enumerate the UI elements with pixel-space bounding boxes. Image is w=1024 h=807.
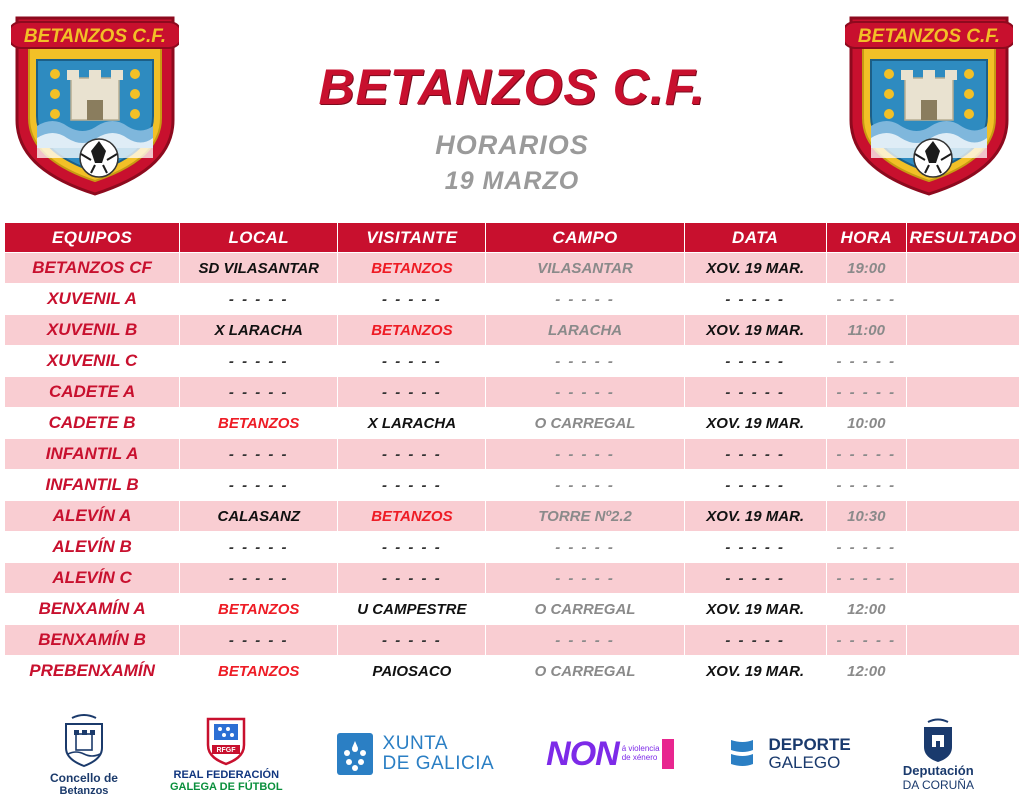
cell-equipo: INFANTIL B — [5, 470, 180, 501]
table-body — [5, 253, 1020, 687]
cell-local: BETANZOS — [180, 656, 338, 687]
deporte-galego-logo — [725, 734, 850, 774]
cell-visitante: PAIOSACO — [338, 656, 486, 687]
schedule-table — [4, 222, 1020, 687]
subtitle-horarios: HORARIOS — [435, 130, 589, 160]
deporte-line2: GALEGO — [768, 753, 841, 772]
cell-equipo: ALEVÍN A — [5, 501, 180, 532]
cell-visitante: X LARACHA — [338, 408, 486, 439]
svg-text:BETANZOS C.F.: BETANZOS C.F. — [23, 26, 167, 47]
page-header — [0, 0, 1024, 222]
cell-data: - - - - - — [684, 563, 826, 594]
cell-visitante: - - - - - — [338, 470, 486, 501]
cell-campo: - - - - - — [486, 563, 684, 594]
cell-local: CALASANZ — [180, 501, 338, 532]
cell-hora: 12:00 — [826, 656, 906, 687]
concello-betanzos-logo — [50, 712, 118, 797]
cell-local: BETANZOS — [180, 594, 338, 625]
cell-equipo: PREBENXAMÍN — [5, 656, 180, 687]
cell-visitante: - - - - - — [338, 377, 486, 408]
betanzos-crest-left-icon — [11, 8, 179, 198]
xunta-shield-icon — [335, 731, 375, 777]
cell-hora: 10:30 — [826, 501, 906, 532]
cell-equipo: ALEVÍN C — [5, 563, 180, 594]
cell-resultado — [906, 594, 1019, 625]
table-row — [5, 377, 1020, 408]
cell-campo: O CARREGAL — [486, 408, 684, 439]
non-line1: NON — [546, 734, 619, 773]
table-row — [5, 656, 1020, 687]
xunta-de-galicia-logo — [335, 731, 495, 777]
cell-hora: 10:00 — [826, 408, 906, 439]
rfgf-line1: REAL FEDERACIÓN — [173, 769, 280, 781]
cell-local: - - - - - — [180, 470, 338, 501]
cell-local: SD VILASANTAR — [180, 253, 338, 284]
cell-resultado — [906, 656, 1019, 687]
table-row — [5, 563, 1020, 594]
cell-local: - - - - - — [180, 284, 338, 315]
cell-campo: - - - - - — [486, 532, 684, 563]
cell-resultado — [906, 377, 1019, 408]
cell-data: XOV. 19 MAR. — [684, 594, 826, 625]
rfgf-line2: GALEGA DE FÚTBOL — [169, 781, 283, 793]
title-block — [190, 0, 834, 196]
non-color-block — [662, 739, 674, 769]
deputacion-shield-icon — [918, 717, 958, 763]
cell-visitante: - - - - - — [338, 532, 486, 563]
cell-campo: - - - - - — [486, 377, 684, 408]
cell-resultado — [906, 408, 1019, 439]
xunta-line2: DE GALICIA — [382, 753, 495, 774]
cell-resultado — [906, 284, 1019, 315]
cell-data: - - - - - — [684, 284, 826, 315]
concello-line1: Concello de — [49, 770, 118, 785]
cell-campo: - - - - - — [486, 284, 684, 315]
rfgf-shield-icon — [204, 715, 248, 767]
cell-data: - - - - - — [684, 625, 826, 656]
deputacion-da-coruna-logo — [903, 717, 974, 792]
cell-resultado — [906, 563, 1019, 594]
cell-visitante: - - - - - — [338, 625, 486, 656]
schedule-table-area — [0, 222, 1024, 687]
cell-resultado — [906, 532, 1019, 563]
cell-equipo: BENXAMÍN B — [5, 625, 180, 656]
cell-equipo: XUVENIL C — [5, 346, 180, 377]
cell-hora: - - - - - — [826, 284, 906, 315]
cell-resultado — [906, 253, 1019, 284]
cell-data: - - - - - — [684, 346, 826, 377]
cell-hora: - - - - - — [826, 470, 906, 501]
cell-local: BETANZOS — [180, 408, 338, 439]
cell-hora: 19:00 — [826, 253, 906, 284]
cell-resultado — [906, 346, 1019, 377]
cell-resultado — [906, 470, 1019, 501]
cell-visitante: BETANZOS — [338, 501, 486, 532]
cell-equipo: CADETE A — [5, 377, 180, 408]
rfgf-logo — [170, 715, 283, 793]
deputacion-line2: DA CORUÑA — [902, 777, 974, 792]
cell-resultado — [906, 315, 1019, 346]
cell-local: - - - - - — [180, 625, 338, 656]
cell-data: - - - - - — [684, 377, 826, 408]
cell-hora: - - - - - — [826, 377, 906, 408]
cell-visitante: - - - - - — [338, 563, 486, 594]
cell-campo: - - - - - — [486, 346, 684, 377]
cell-hora: 12:00 — [826, 594, 906, 625]
cell-hora: - - - - - — [826, 563, 906, 594]
cell-data: XOV. 19 MAR. — [684, 656, 826, 687]
svg-text:RFGF: RFGF — [216, 747, 236, 754]
cell-local: - - - - - — [180, 439, 338, 470]
col-header-resultado: RESULTADO — [906, 223, 1019, 253]
svg-text:BETANZOS C.F.: BETANZOS C.F. — [857, 26, 1001, 47]
cell-equipo: ALEVÍN B — [5, 532, 180, 563]
cell-hora: - - - - - — [826, 346, 906, 377]
cell-hora: - - - - - — [826, 625, 906, 656]
cell-equipo: INFANTIL A — [5, 439, 180, 470]
table-row — [5, 501, 1020, 532]
table-header-row — [5, 223, 1020, 253]
col-header-local: LOCAL — [180, 223, 338, 253]
cell-equipo: BETANZOS CF — [5, 253, 180, 284]
deputacion-line1: Deputación — [902, 762, 974, 778]
cell-data: XOV. 19 MAR. — [684, 501, 826, 532]
cell-resultado — [906, 501, 1019, 532]
cell-resultado — [906, 625, 1019, 656]
table-row — [5, 284, 1020, 315]
cell-campo: VILASANTAR — [486, 253, 684, 284]
concello-shield-icon — [58, 712, 110, 768]
cell-resultado — [906, 439, 1019, 470]
table-row — [5, 532, 1020, 563]
cell-equipo: BENXAMÍN A — [5, 594, 180, 625]
table-row — [5, 439, 1020, 470]
cell-campo: - - - - - — [486, 439, 684, 470]
col-header-hora: HORA — [826, 223, 906, 253]
cell-campo: LARACHA — [486, 315, 684, 346]
cell-hora: 11:00 — [826, 315, 906, 346]
cell-data: - - - - - — [684, 470, 826, 501]
cell-visitante: - - - - - — [338, 284, 486, 315]
col-header-visitante: VISITANTE — [338, 223, 486, 253]
cell-local: - - - - - — [180, 563, 338, 594]
cell-local: X LARACHA — [180, 315, 338, 346]
crest-left-wrap — [0, 0, 190, 198]
non-line2: á violencia — [621, 744, 660, 754]
cell-campo: O CARREGAL — [486, 656, 684, 687]
cell-visitante: BETANZOS — [338, 315, 486, 346]
cell-equipo: CADETE B — [5, 408, 180, 439]
sponsor-footer — [0, 687, 1024, 807]
col-header-data: DATA — [684, 223, 826, 253]
cell-hora: - - - - - — [826, 532, 906, 563]
table-row — [5, 315, 1020, 346]
betanzos-crest-right-icon — [845, 8, 1013, 198]
table-row — [5, 253, 1020, 284]
table-row — [5, 625, 1020, 656]
page-title: BETANZOS C.F. — [318, 59, 706, 115]
cell-equipo: XUVENIL B — [5, 315, 180, 346]
cell-visitante: U CAMPESTRE — [338, 594, 486, 625]
cell-data: XOV. 19 MAR. — [684, 408, 826, 439]
non-a-violencia-de-xenero-logo — [546, 735, 673, 774]
cell-data: - - - - - — [684, 532, 826, 563]
cell-local: - - - - - — [180, 377, 338, 408]
cell-campo: - - - - - — [486, 625, 684, 656]
cell-hora: - - - - - — [826, 439, 906, 470]
cell-visitante: BETANZOS — [338, 253, 486, 284]
crest-right-wrap — [834, 0, 1024, 198]
cell-campo: TORRE Nº2.2 — [486, 501, 684, 532]
cell-campo: O CARREGAL — [486, 594, 684, 625]
cell-data: - - - - - — [684, 439, 826, 470]
col-header-campo: CAMPO — [486, 223, 684, 253]
cell-data: XOV. 19 MAR. — [684, 315, 826, 346]
cell-visitante: - - - - - — [338, 439, 486, 470]
deporte-line1: DEPORTE — [768, 735, 851, 755]
cell-visitante: - - - - - — [338, 346, 486, 377]
cell-equipo: XUVENIL A — [5, 284, 180, 315]
cell-campo: - - - - - — [486, 470, 684, 501]
deporte-galego-icon — [725, 734, 759, 774]
xunta-line1: XUNTA — [382, 733, 449, 755]
table-row — [5, 470, 1020, 501]
subtitle-date: 19 MARZO — [444, 167, 580, 195]
col-header-equipos: EQUIPOS — [5, 223, 180, 253]
cell-data: XOV. 19 MAR. — [684, 253, 826, 284]
table-row — [5, 408, 1020, 439]
non-line3: de xénero — [621, 753, 658, 762]
table-row — [5, 346, 1020, 377]
table-row — [5, 594, 1020, 625]
cell-local: - - - - - — [180, 346, 338, 377]
concello-line2: Betanzos — [59, 784, 109, 797]
cell-local: - - - - - — [180, 532, 338, 563]
